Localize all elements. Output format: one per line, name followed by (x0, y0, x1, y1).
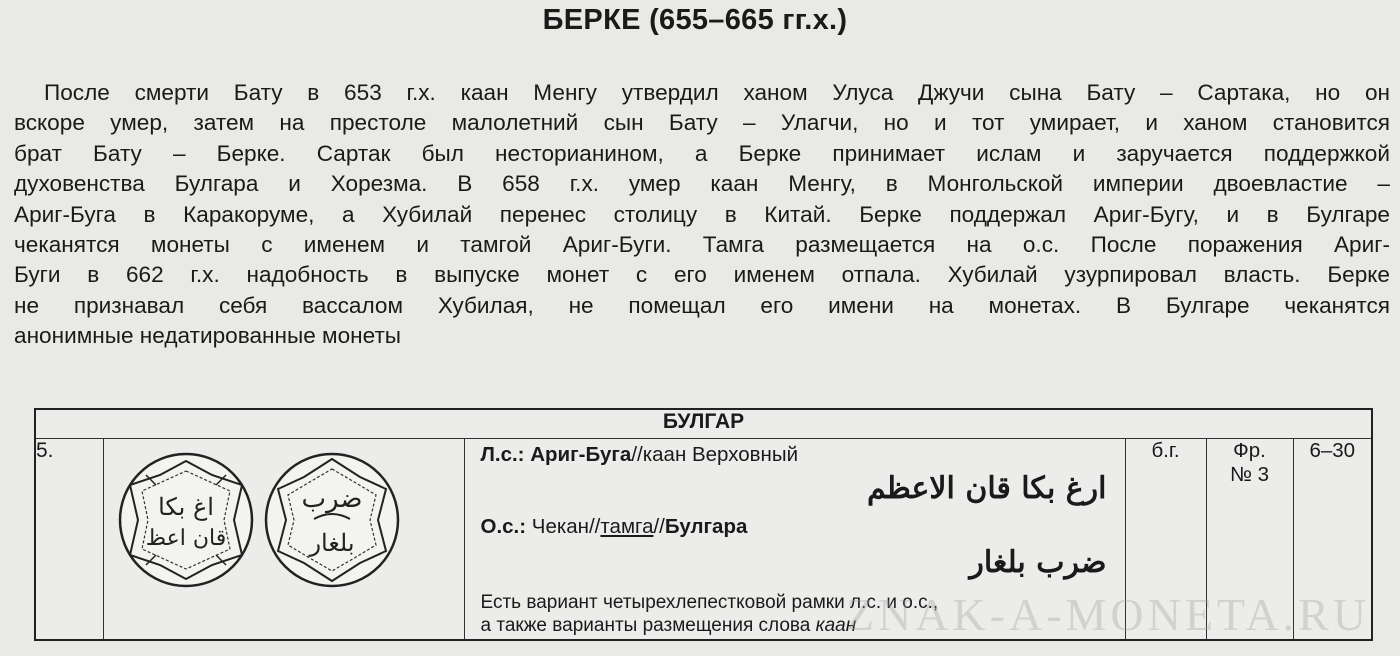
reverse-legend (481, 515, 1113, 539)
paragraph-line: не признавал себя вассалом Хубилая, не помещал его имени на монетах. В Булгаре чеканятся (14, 292, 1390, 318)
paragraph-line: Буги в 662 г.х. надобность в выпуске монет с его именем отпала. Хубилай узурпировал власть. Берке (14, 262, 1390, 288)
obverse-arabic: ارغ بكا قان الاعظم (866, 471, 1107, 506)
obverse-label: Л.с.: (480, 443, 525, 466)
paragraph-line: вскоре умер, затем на престоле малолетний сын Бату – Улагчи, но и тот умирает, и ханом становится (14, 110, 1390, 136)
reverse-arabic: ضرب بلغار (969, 545, 1107, 580)
page-title: БЕРКЕ (655–665 гг.х.) (542, 4, 848, 36)
variant-note (481, 591, 1113, 637)
table-row (35, 439, 1372, 641)
reference-line-2: № 3 (1229, 463, 1270, 486)
obverse-name: Ариг-Буга (530, 443, 632, 466)
intro-paragraph (14, 78, 1390, 352)
obverse-rest: //каан Верховный (631, 443, 799, 466)
coin-reverse-image (262, 445, 402, 595)
reverse-part1: Чекан// (531, 515, 601, 538)
paragraph-line: духовенства Булгара и Хорезма. В 658 г.х. умер каан Менгу, в Монгольской империи двоевластие – (14, 171, 1390, 197)
coin-description-cell (464, 439, 1125, 641)
svg-text:اغ بكا: اغ بكا (157, 493, 214, 521)
reverse-part2: // (653, 515, 665, 538)
paragraph-line: анонимные недатированные монеты (14, 323, 402, 349)
paragraph-line: Ариг-Буга в Каракоруме, а Хубилай перенес столицу в Китай. Берке поддержал Ариг-Бугу, и в Булгаре (14, 201, 1390, 227)
reference-cell (1206, 439, 1293, 641)
obverse-legend (481, 443, 1113, 467)
paragraph-line: После смерти Бату в 653 г.х. каан Менгу утвердил ханом Улуса Джучи сына Бату – Сартака, но он (44, 80, 1390, 105)
reverse-label: О.с.: (480, 515, 527, 538)
reverse-mint: Булгара (664, 515, 748, 538)
catalog-number: 5. (35, 439, 103, 641)
note-line-2-prefix: а также варианты размещения слова (480, 615, 816, 636)
coin-obverse-image (116, 445, 256, 595)
reverse-tamga: тамга (600, 515, 654, 538)
coin-catalog-table (34, 408, 1373, 641)
price-cell: 6–30 (1293, 439, 1372, 641)
svg-text:بلغار: بلغار (308, 529, 355, 557)
region-header: БУЛГАР (35, 409, 1372, 439)
paragraph-line: чеканятся монеты с именем и тамгой Ариг-Буги. Тамга размещается на о.с. После поражения Ариг- (14, 232, 1390, 258)
note-line-2-italic: каан (815, 615, 857, 636)
coin-images-cell (103, 439, 464, 641)
note-line-2 (481, 614, 1113, 637)
svg-text:قان اعظ: قان اعظ (145, 526, 226, 551)
paragraph-line: брат Бату – Берке. Сартак был несторианином, а Берке принимает ислам и заручается поддержкой (14, 140, 1390, 166)
note-line-1: Есть вариант четырехлепестковой рамки л.с. и о.с., (480, 592, 939, 613)
watermark: ZNAK-A-MONETA.RU (845, 589, 1370, 640)
reference-line-1: Фр. (1233, 439, 1266, 462)
date-cell: б.г. (1125, 439, 1206, 641)
svg-text:ضرب: ضرب (301, 484, 362, 514)
